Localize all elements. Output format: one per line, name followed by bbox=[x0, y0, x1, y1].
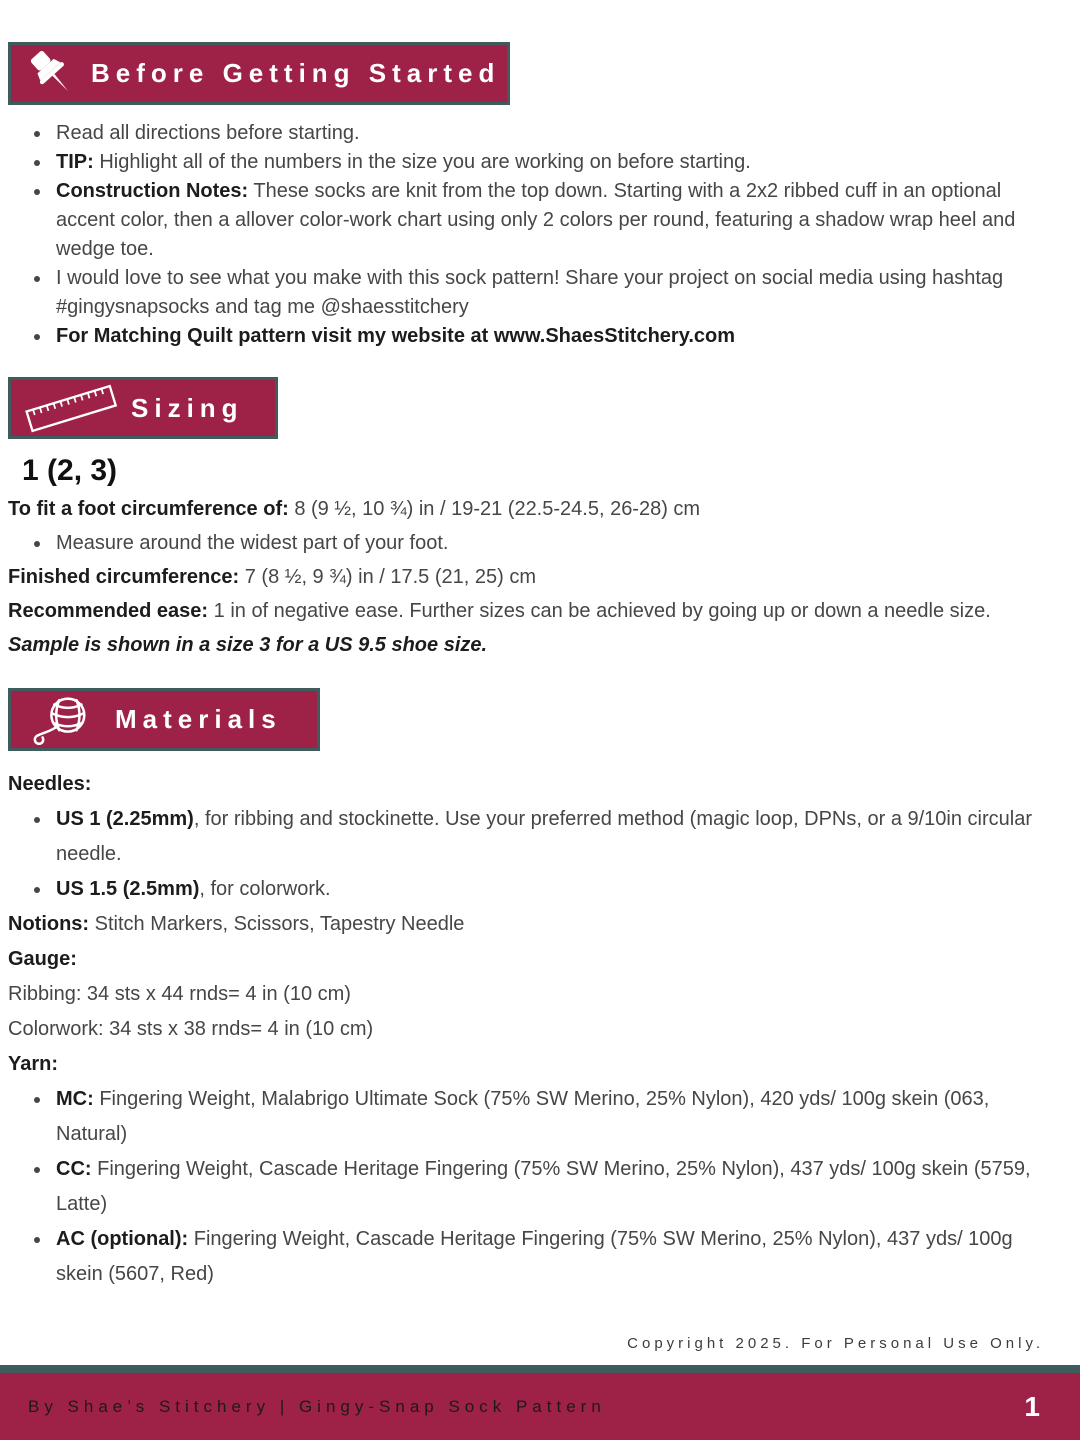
needle-desc: , for colorwork. bbox=[199, 878, 331, 900]
needle-desc: , for ribbing and stockinette. Use your preferred method (magic loop, DPNs, or a 9/10in circular needle. bbox=[56, 808, 1033, 865]
ruler-icon bbox=[11, 379, 131, 437]
list-item-label: For Matching Quilt pattern visit my website at www.ShaesStitchery.com bbox=[56, 325, 736, 347]
section-banner-before-getting-started bbox=[8, 42, 510, 105]
footer-divider bbox=[0, 1365, 1080, 1373]
needles-heading: Needles: bbox=[8, 773, 92, 795]
yarn-ball-icon bbox=[11, 689, 115, 751]
footer-bar bbox=[0, 1373, 1080, 1440]
needle-size: US 1.5 (2.5mm) bbox=[56, 878, 200, 900]
fit-value: 8 (9 ½, 10 ¾) in / 19-21 (22.5-24.5, 26-28) cm bbox=[288, 498, 701, 520]
fit-note-list bbox=[8, 526, 1040, 560]
recommended-ease-line bbox=[8, 594, 1040, 662]
before-getting-started-list bbox=[0, 119, 1040, 351]
footer-credit: By Shae’s Stitchery | Gingy-Snap Sock Pattern bbox=[28, 1396, 606, 1416]
sizing-block bbox=[8, 492, 1040, 662]
gauge-ribbing-line: Ribbing: 34 sts x 44 rnds= 4 in (10 cm) bbox=[8, 983, 351, 1005]
yarn-role: MC: bbox=[56, 1088, 94, 1110]
list-item bbox=[52, 177, 1040, 264]
needle-size: US 1 (2.25mm) bbox=[56, 808, 194, 830]
pushpin-icon bbox=[11, 44, 91, 104]
finished-value: 7 (8 ½, 9 ¾) in / 17.5 (21, 25) cm bbox=[239, 566, 536, 588]
list-item bbox=[52, 1222, 1040, 1292]
yarn-role: AC (optional): bbox=[56, 1228, 189, 1250]
notions-value: Stitch Markers, Scissors, Tapestry Needle bbox=[89, 913, 465, 935]
list-item bbox=[52, 1082, 1040, 1152]
page-number: 1 bbox=[1024, 1390, 1040, 1422]
list-item: • Measure around the widest part of your foot. bbox=[52, 526, 1040, 560]
yarn-role: CC: bbox=[56, 1158, 92, 1180]
page-footer bbox=[0, 1365, 1080, 1440]
yarn-desc: Fingering Weight, Malabrigo Ultimate Sock (75% SW Merino, 25% Nylon), 420 yds/ 100g skein (063, Natural) bbox=[56, 1088, 990, 1145]
section-banner-materials bbox=[8, 688, 320, 751]
needles-list bbox=[8, 802, 1040, 907]
section-title: Before Getting Started bbox=[91, 58, 501, 88]
finished-label: Finished circumference: bbox=[8, 566, 240, 588]
fit-circumference-line bbox=[8, 492, 1040, 526]
finished-circumference-line bbox=[8, 560, 1040, 594]
materials-block bbox=[8, 767, 1040, 1292]
list-item-label: TIP: bbox=[56, 151, 94, 173]
ease-value: 1 in of negative ease. Further sizes can be achieved by going up or down a needle size. bbox=[208, 600, 991, 622]
ease-sample-note: Sample is shown in a size 3 for a US 9.5 shoe size. bbox=[8, 634, 488, 656]
list-item bbox=[52, 119, 1040, 148]
list-item bbox=[52, 264, 1040, 322]
list-item bbox=[52, 322, 1040, 351]
sizes-heading: 1 (2, 3) bbox=[22, 454, 118, 487]
list-item bbox=[52, 872, 1040, 907]
section-title: Sizing bbox=[131, 392, 244, 423]
list-item-text: I would love to see what you make with this sock pattern! Share your project on social media using hashtag #gingysnapsocks and tag me @shaesstitchery bbox=[56, 267, 1004, 318]
list-item-text: Read all directions before starting. bbox=[56, 122, 360, 144]
yarn-desc: Fingering Weight, Cascade Heritage Fingering (75% SW Merino, 25% Nylon), 437 yds/ 100g skein (5607, Red) bbox=[56, 1228, 1013, 1285]
fit-label: To fit a foot circumference of: bbox=[8, 498, 289, 520]
list-item bbox=[52, 802, 1040, 872]
notions-label: Notions: bbox=[8, 913, 90, 935]
notions-line bbox=[8, 907, 1040, 942]
list-item-label: Construction Notes: bbox=[56, 180, 249, 202]
copyright-notice: Copyright 2025. For Personal Use Only. bbox=[627, 1335, 1044, 1352]
gauge-heading: Gauge: bbox=[8, 948, 77, 970]
gauge-colorwork-line: Colorwork: 34 sts x 38 rnds= 4 in (10 cm) bbox=[8, 1018, 374, 1040]
yarn-heading: Yarn: bbox=[8, 1053, 59, 1075]
section-banner-sizing bbox=[8, 377, 278, 439]
list-item-text: These socks are knit from the top down. Starting with a 2x2 ribbed cuff in an optional accent color, then a allover color-work chart using only 2 colors per round, featuring a shadow wrap heel and wedge toe. bbox=[56, 180, 1016, 260]
list-item bbox=[52, 148, 1040, 177]
list-item bbox=[52, 1152, 1040, 1222]
section-title: Materials bbox=[115, 704, 282, 734]
ease-label: Recommended ease: bbox=[8, 600, 209, 622]
list-item-text: Highlight all of the numbers in the size you are working on before starting. bbox=[93, 151, 751, 173]
yarn-desc: Fingering Weight, Cascade Heritage Fingering (75% SW Merino, 25% Nylon), 437 yds/ 100g skein (5759, Latte) bbox=[56, 1158, 1031, 1215]
yarn-list bbox=[8, 1082, 1040, 1292]
